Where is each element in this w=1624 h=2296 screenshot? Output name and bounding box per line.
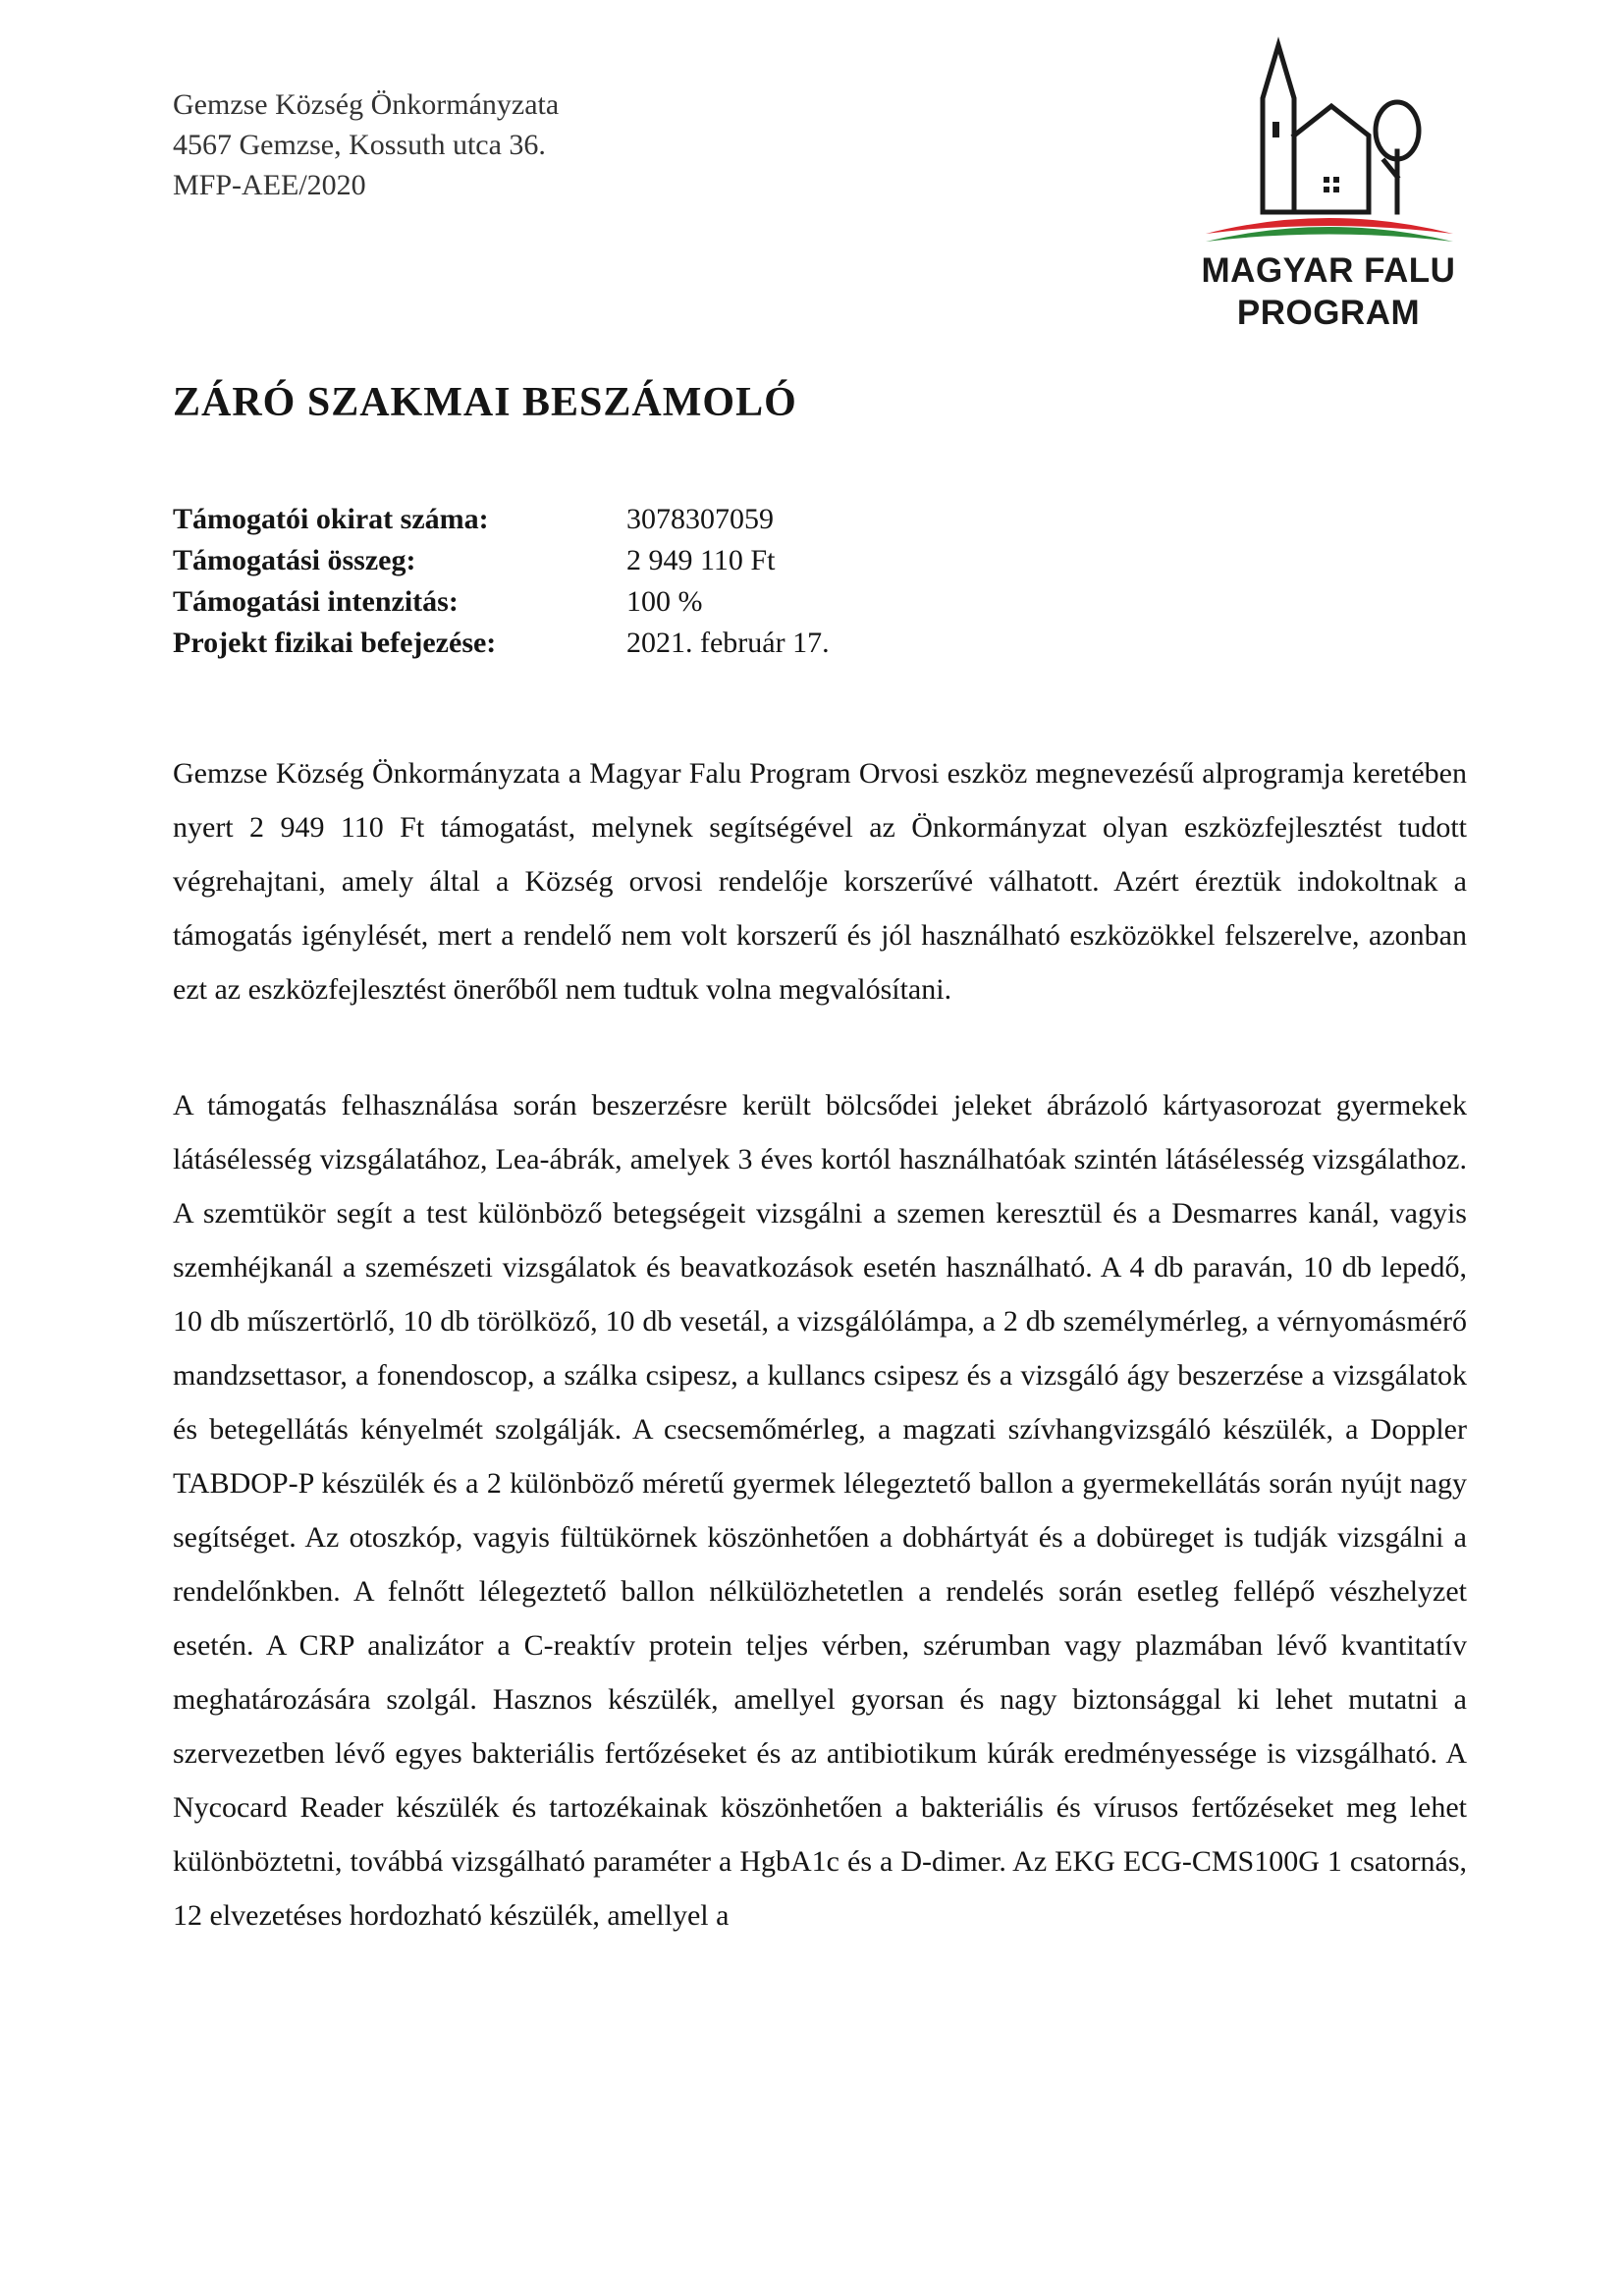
magyar-falu-program-logo: [1196, 29, 1461, 334]
fact-label: Támogatási összeg:: [173, 544, 416, 576]
fact-label: Támogatói okirat száma:: [173, 503, 489, 535]
sender-name: Gemzse Község Önkormányzata: [173, 88, 560, 121]
fact-value: 100 %: [626, 585, 703, 618]
fact-value: 2 949 110 Ft: [626, 544, 776, 576]
fact-value: 3078307059: [626, 503, 774, 535]
sender-address-block: [173, 84, 559, 205]
body-paragraph-intro: Gemzse Község Önkormányzata a Magyar Falu Program Orvosi eszköz megnevezésű alprogramja keretében nyert 2 949 110 Ft támogatást, melynek segítségével az Önkormányzat olyan eszközfejlesztést tudott végrehajtani, amely által a Község orvosi rendelője korszerűvé válhatott. Azért éreztük indokoltnak a támogatás igénylését, mert a rendelő nem volt korszerű és jól használható eszközökkel felszerelve, azonban ezt az eszközfejlesztést önerőből nem tudtuk volna megvalósítani.: [173, 757, 1467, 1006]
fact-value: 2021. február 17.: [626, 627, 830, 659]
sender-reference: MFP-AEE/2020: [173, 169, 366, 201]
fact-label: Támogatási intenzitás:: [173, 585, 459, 618]
body-paragraph-equipment: A támogatás felhasználása során beszerzésre került bölcsődei jeleket ábrázoló kártyasorozat gyermekek látásélesség vizsgálatához, Lea-ábrák, amelyek 3 éves kortól használhatóak szintén látásélesség vizsgálathoz. A szemtükör segít a test különböző betegségeit vizsgálni a szemen keresztül és a Desmarres kanál, vagyis szemhéjkanál a szemészeti vizsgálatok és beavatkozások esetén használható. A 4 db paraván, 10 db lepedő, 10 db műszertörlő, 10 db törölköző, 10 db vesetál, a vizsgálólámpa, a 2 db személymérleg, a vérnyomásmérő mandzsettasor, a fonendoscop, a szálka csipesz, a kullancs csipesz és a vizsgáló ágy beszerzése a vizsgálatok és betegellátás kényelmét szolgálják. A csecsemőmérleg, a magzati szívhangvizsgáló készülék, a Doppler TABDOP-P készülék és a 2 különböző méretű gyermek lélegeztető ballon a gyermekellátás során nyújt nagy segítséget. Az otoszkóp, vagyis fültükörnek köszönhetően a dobhártyát és a dobüreget is tudják vizsgálni a rendelőnkben. A felnőtt lélegeztető ballon nélkülözhetetlen a rendelés során esetleg fellépő vészhelyzet esetén. A CRP analizátor a C-reaktív protein teljes vérben, szérumban vagy plazmában lévő kvantitatív meghatározására szolgál. Hasznos készülék, amellyel gyorsan és nagy biztonsággal ki lehet mutatni a szervezetben lévő egyes bakteriális fertőzéseket és az antibiotikum kúrák eredményessége is vizsgálható. A Nycocard Reader készülék és tartozékainak köszönhetően a bakteriális és vírusos fertőzéseket meg lehet különböztetni, továbbá vizsgálható paraméter a HgbA1c és a D-dimer. Az EKG ECG-CMS100G 1 csatornás, 12 elvezetéses hordozható készülék, amellyel a: [173, 1089, 1467, 1932]
logo-text-line2: PROGRAM: [1236, 294, 1421, 332]
sender-address: 4567 Gemzse, Kossuth utca 36.: [173, 129, 546, 161]
village-church-icon: [1196, 29, 1461, 255]
logo-text-line1: MAGYAR FALU: [1201, 251, 1456, 290]
document-title: ZÁRÓ SZAKMAI BESZÁMOLÓ: [173, 380, 797, 425]
fact-label: Projekt fizikai befejezése:: [173, 627, 497, 659]
